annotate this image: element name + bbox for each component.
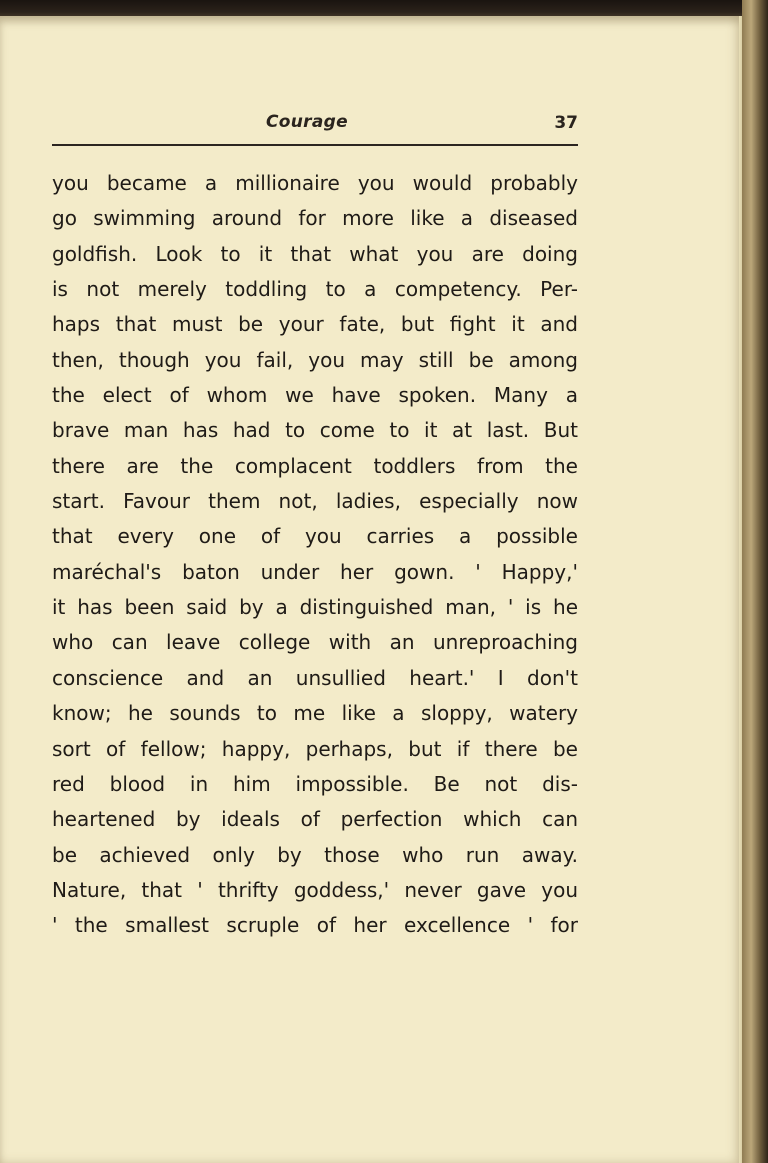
book-spine — [742, 0, 768, 1163]
text-line: that every one of you carries a possible — [52, 524, 578, 549]
text-line: heartened by ideals of perfection which can — [52, 807, 578, 832]
text-line: Nature, that ' thrifty goddess,' never gave you — [52, 877, 578, 902]
text-line: ' the smallest scruple of her excellence ' for — [52, 913, 578, 938]
text-line: red blood in him impossible. Be not dis- — [52, 771, 578, 796]
text-line: be achieved only by those who run away. — [52, 842, 578, 867]
text-line: who can leave college with an unreproaching — [52, 630, 578, 655]
text-line: conscience and an unsullied heart.' I don't — [52, 665, 578, 690]
text-line: know; he sounds to me like a sloppy, watery — [52, 701, 578, 726]
text-line: go swimming around for more like a diseased — [52, 206, 578, 231]
text-line: maréchal's baton under her gown. ' Happy,' — [52, 559, 578, 584]
text-line: it has been said by a distinguished man, ' is he — [52, 595, 578, 620]
text-line: you became a millionaire you would probably — [52, 171, 578, 195]
text-line: sort of fellow; happy, perhaps, but if there be — [52, 736, 578, 761]
body-text — [52, 166, 578, 944]
text-line: haps that must be your fate, but fight it and — [52, 312, 578, 337]
text-line: the elect of whom we have spoken. Many a — [52, 383, 578, 408]
text-line: is not merely toddling to a competency. Per- — [52, 277, 578, 302]
page-number: 37 — [554, 113, 578, 133]
text-line: start. Favour them not, ladies, especially now — [52, 489, 578, 514]
text-line: then, though you fail, you may still be among — [52, 347, 578, 372]
text-line: brave man has had to come to it at last. But — [52, 418, 578, 443]
running-title: Courage — [266, 112, 348, 132]
text-line: there are the complacent toddlers from the — [52, 453, 578, 478]
running-header — [52, 104, 578, 146]
text-line: goldfish. Look to it that what you are doing — [52, 241, 578, 266]
